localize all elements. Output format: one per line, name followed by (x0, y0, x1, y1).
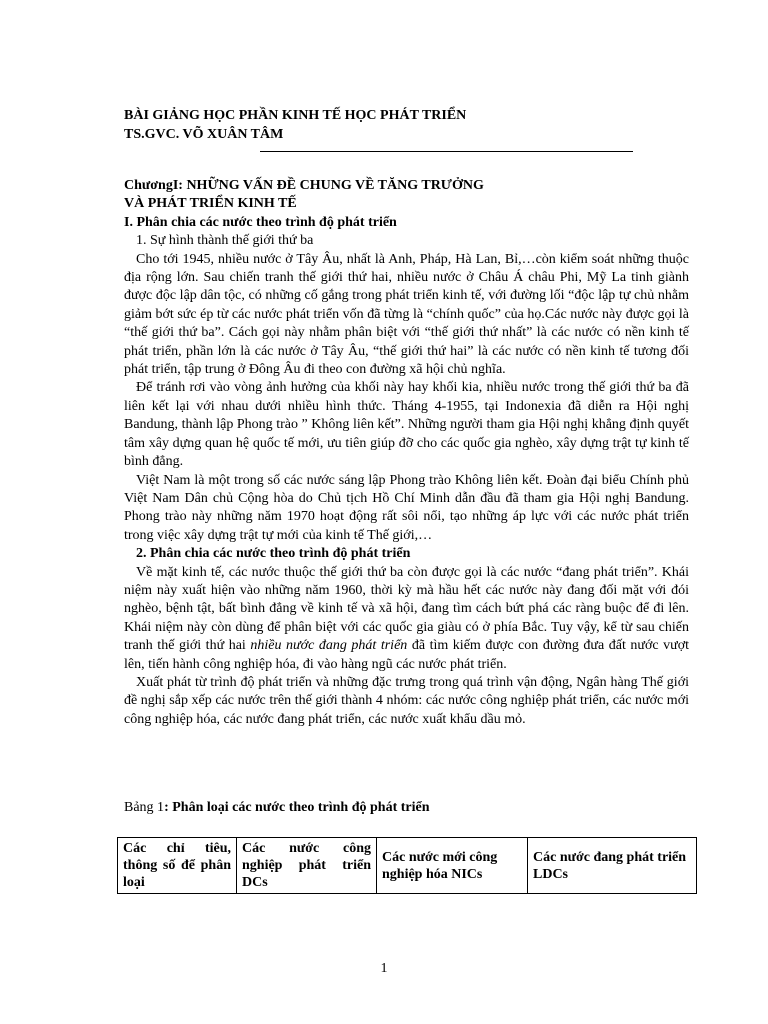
document-header (124, 106, 466, 144)
table-header-cell: Các chỉ tiêu, thông số để phân loại (118, 838, 237, 894)
subsection-heading-2: 2. Phân chia các nước theo trình độ phát triển (136, 546, 411, 562)
paragraph-4-text: Về mặt kinh tế, các nước thuộc thế giới thứ ba còn được gọi là các nước “đang phát triển”. Khái niệm này xuất hiện vào những năm 1960, thời kỳ mà hầu hết các nước này đang đối mặt với đói nghèo, bệnh tật, bất bình đẳng về kinh tế và xã hội, đang tìm cách bứt phá các ràng buộc để đi lên. Khái niệm này còn dùng để phân biệt với các quốc gia giàu có ở phía Bắc. Tuy vậy, kể từ sau chiến tranh thế giới thứ hai (124, 564, 689, 654)
paragraph-4-end: đã tìm kiếm được con đường đưa đất nước vượt lên, tiến hành công nghiệp hóa, đi vào hàng ngũ các nước phát triển. (124, 638, 690, 672)
section-heading: I. Phân chia các nước theo trình độ phát triển (124, 214, 397, 230)
header-divider (260, 151, 633, 152)
table-header-cell: Các nước đang phát triển LDCs (528, 838, 697, 894)
course-title: BÀI GIẢNG HỌC PHẦN KINH TẾ HỌC PHÁT TRIỂN (124, 108, 467, 123)
paragraph-3: Việt Nam là một trong số các nước sáng lập Phong trào Không liên kết. Đoàn đại biểu Chính phủ Việt Nam Dân chủ Cộng hòa do Chủ tịch Hồ Chí Minh dẫn đầu đã tham gia Hội nghị Bandung. Phong trào này những năm 1970 hoạt động rất sôi nổi, tạo những áp lực với các nước phát triển trong việc xây dựng trật tự mới của kinh tế Thế giới,… (124, 472, 689, 543)
document-body (124, 177, 689, 729)
table-header-cell: Các nước công nghiệp phát triển DCs (237, 838, 377, 894)
table-header-row (118, 838, 697, 894)
paragraph-1: Cho tới 1945, nhiều nước ở Tây Âu, nhất là Anh, Pháp, Hà Lan, Bỉ,…còn kiểm soát những thuộc địa rộng lớn. Sau chiến tranh thế giới thứ hai, nhiều nước ở Châu Á châu Phi, Mỹ La tinh giành được độc lập dân tộc, có những cố gắng trong phát triển kinh tế, với đường lối “độc lập tự chủ nhằm giảm bớt sức ép từ các nước phát triển vốn đã từng là “chính quốc” của họ.Các nước này được gọi là “thế giới thứ ba”. Cách gọi này nhằm phân biệt với “thế giới thứ nhất” là các nước có nền kinh tế phát triển, phần lớn là các nước ở Tây Âu, “thế giới thứ hai” là các nước có nền kinh tế tương đối phát triển, tập trung ở Đông Âu đi theo con đường xã hội chủ nghĩa. (124, 251, 689, 378)
paragraph-4-italic: nhiều nước đang phát triển (250, 638, 408, 654)
classification-table (117, 837, 697, 894)
table-caption (124, 800, 430, 816)
author-name: TS.GVC. VÕ XUÂN TÂM (124, 127, 284, 142)
subsection-heading-1: 1. Sự hình thành thế giới thứ ba (136, 233, 314, 249)
table-caption-title: : Phân loại các nước theo trình độ phát triển (164, 800, 430, 815)
chapter-title-line2: VÀ PHÁT TRIỂN KINH TẾ (124, 196, 297, 212)
chapter-title-line1: ChươngI: NHỮNG VẤN ĐỀ CHUNG VỀ TĂNG TRƯỞNG (124, 178, 484, 193)
paragraph-4 (124, 564, 689, 674)
page-number: 1 (380, 961, 388, 976)
paragraph-2: Để tránh rơi vào vòng ảnh hưởng của khối này hay khối kia, nhiều nước trong thế giới thứ ba đã liên kết lại với nhau dưới nhiều hình thức. Tháng 4-1955, tại Indonexia đã diễn ra Hội nghị Bandung, thành lập Phong trào ” Không liên kết”. Những người tham gia Hội nghị khẳng định quyết tâm xây dựng quan hệ quốc tế mới, ưu tiên giúp đỡ cho các quốc gia nghèo, xây dựng trật tự kinh tế bình đẳng. (124, 380, 689, 470)
table-caption-prefix: Bảng 1 (124, 800, 165, 815)
paragraph-5: Xuất phát từ trình độ phát triển và những đặc trưng trong quá trình vận động, Ngân hàng Thế giới đề nghị sắp xếp các nước trên thế giới thành 4 nhóm: các nước công nghiệp phát triển, các nước mới công nghiệp hóa, các nước đang phát triển, các nước xuất khẩu dầu mỏ. (124, 674, 689, 727)
table-header-cell: Các nước mới công nghiệp hóa NICs (377, 838, 528, 894)
chapter-title (124, 177, 689, 214)
